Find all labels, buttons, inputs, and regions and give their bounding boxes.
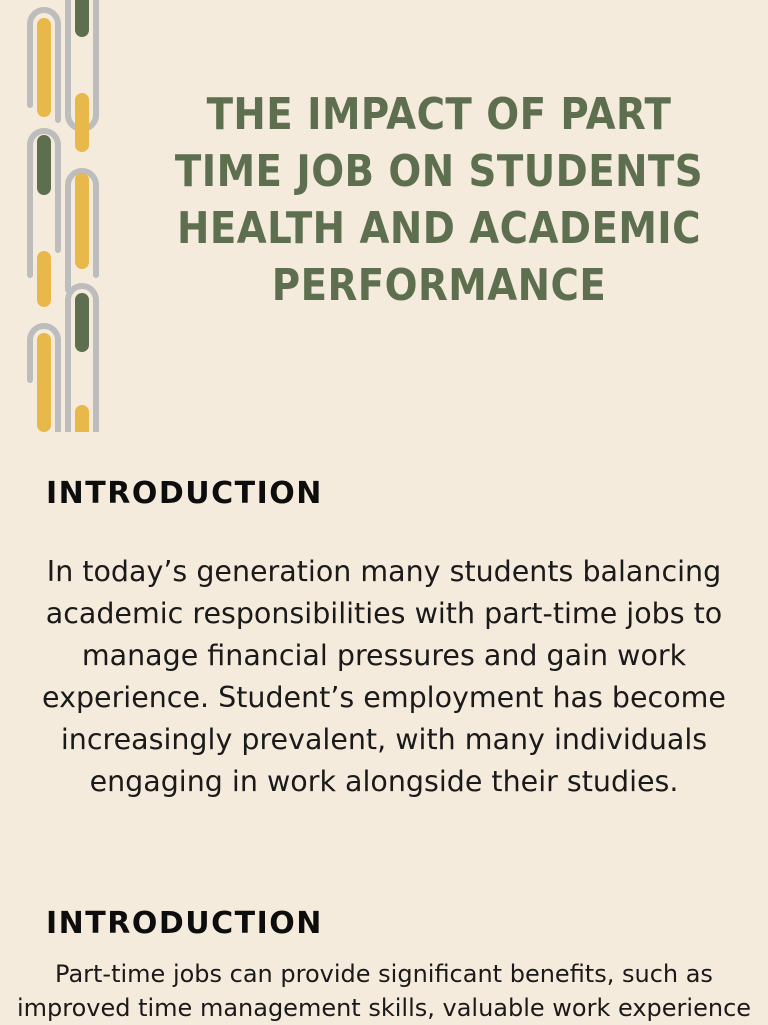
- chain-links-decoration: [0, 0, 110, 432]
- section-paragraph-introduction-2: Part-time jobs can provide significant benefits, such as improved time management skills, valuable work experience: [16, 960, 752, 1022]
- section-heading-introduction-2: INTRODUCTION: [46, 906, 323, 941]
- page-title: THE IMPACT OF PART TIME JOB ON STUDENTS HEALTH AND ACADEMIC PERFORMANCE: [174, 89, 704, 311]
- section-paragraph-introduction: In today’s generation many students balancing academic responsibilities with part-time jobs to manage financial pressures and gain work experience. Student’s employment has become increasingly prevalent, with many individuals engaging in work alongside their studies.: [42, 555, 726, 798]
- section-heading-introduction: INTRODUCTION: [46, 476, 323, 511]
